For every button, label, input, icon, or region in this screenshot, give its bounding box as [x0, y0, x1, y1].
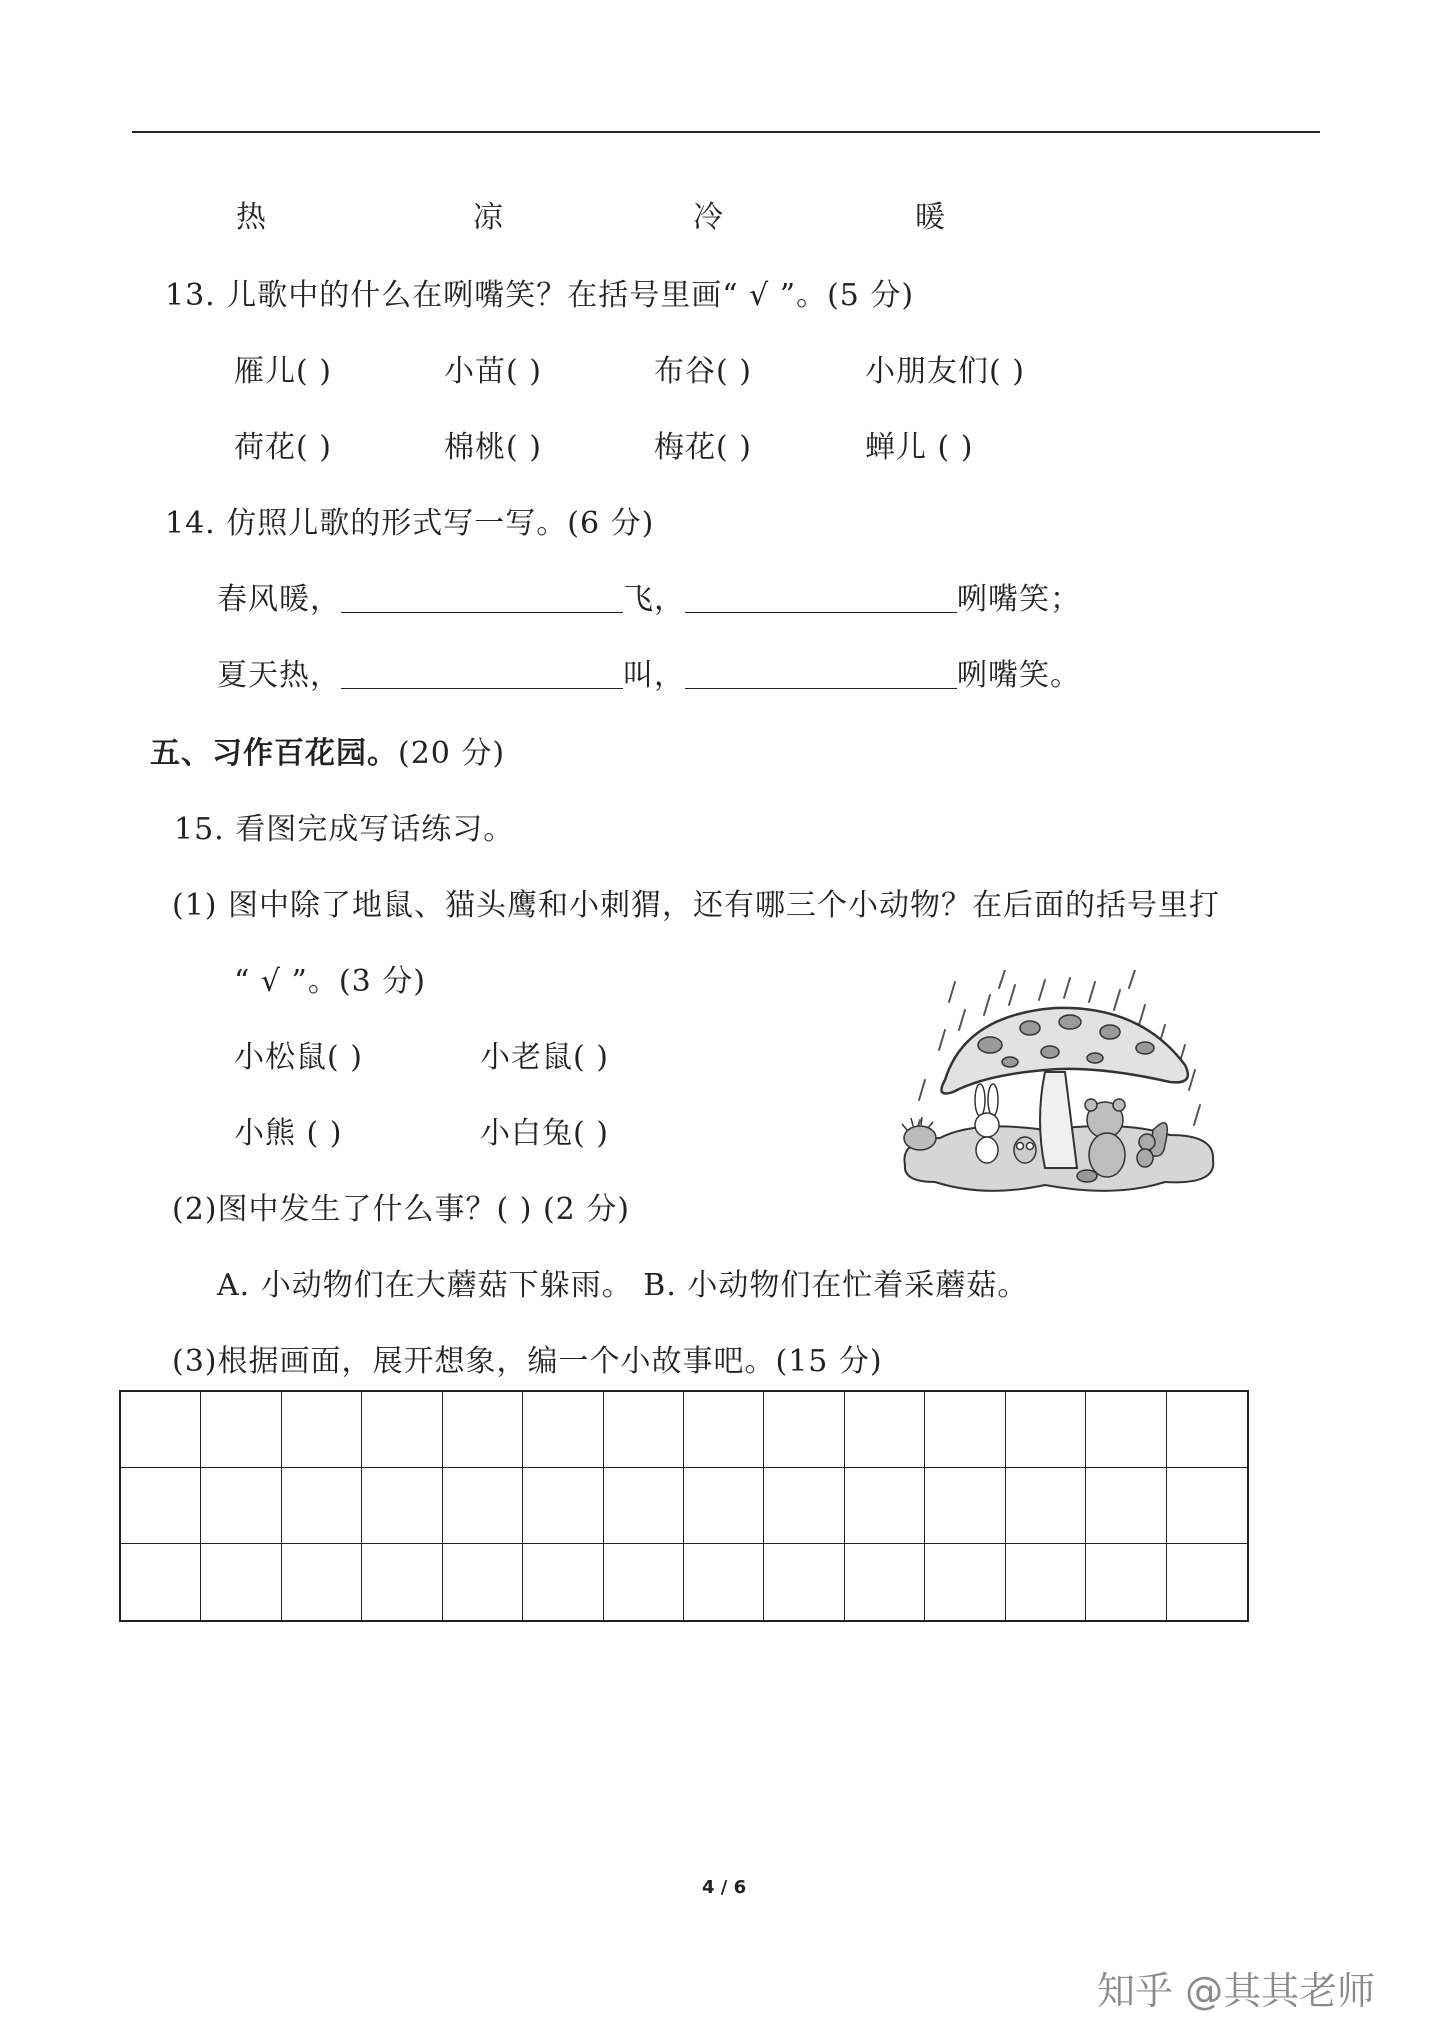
grid-cell[interactable]: [684, 1544, 764, 1620]
q14-blank[interactable]: [685, 658, 957, 689]
q14-line-1-end: 咧嘴笑；: [957, 582, 1081, 617]
grid-cell[interactable]: [1086, 1544, 1166, 1620]
q13-option: 小朋友们( ): [865, 354, 1025, 389]
q14-blank[interactable]: [341, 658, 623, 689]
grid-cell[interactable]: [1086, 1468, 1166, 1544]
grid-cell[interactable]: [925, 1392, 1005, 1468]
grid-cell[interactable]: [121, 1544, 201, 1620]
grid-cell[interactable]: [1006, 1392, 1086, 1468]
grid-cell[interactable]: [684, 1392, 764, 1468]
q14-line-1: [217, 574, 1081, 618]
grid-cell[interactable]: [925, 1544, 1005, 1620]
q15-sub1-line2: “ √ ”。(3 分): [234, 964, 426, 999]
q13-option: 棉桃( ): [444, 430, 542, 465]
grid-cell[interactable]: [443, 1468, 523, 1544]
grid-cell[interactable]: [845, 1544, 925, 1620]
grid-cell[interactable]: [604, 1392, 684, 1468]
grid-cell[interactable]: [282, 1544, 362, 1620]
top-rule: [132, 131, 1320, 133]
grid-cell[interactable]: [925, 1468, 1005, 1544]
grid-cell[interactable]: [362, 1468, 442, 1544]
grid-cell[interactable]: [1086, 1392, 1166, 1468]
q15-option: 小白兔( ): [480, 1116, 609, 1151]
q15-prompt: 15. 看图完成写话练习。: [174, 812, 515, 847]
grid-cell[interactable]: [523, 1544, 603, 1620]
grid-cell[interactable]: [121, 1392, 201, 1468]
grid-cell[interactable]: [684, 1468, 764, 1544]
grid-cell[interactable]: [1006, 1468, 1086, 1544]
section-5-heading: [150, 728, 505, 772]
grid-cell[interactable]: [523, 1392, 603, 1468]
grid-cell[interactable]: [523, 1468, 603, 1544]
q14-line-2-end: 咧嘴笑。: [957, 658, 1081, 693]
q13-option: 梅花( ): [654, 430, 752, 465]
q14-blank[interactable]: [685, 582, 957, 613]
gopher-icon: [1077, 1170, 1097, 1182]
q14-line-2: [217, 650, 1081, 694]
grid-cell[interactable]: [443, 1544, 523, 1620]
rabbit-icon: [975, 1084, 999, 1163]
q14-line-1-start: 春风暖，: [217, 582, 341, 617]
grid-cell[interactable]: [764, 1392, 844, 1468]
top-word-3: 冷: [693, 200, 724, 235]
grid-cell[interactable]: [764, 1468, 844, 1544]
owl-icon: [1014, 1137, 1036, 1163]
q13-option: 荷花( ): [234, 430, 332, 465]
q15-sub3: (3)根据画面，展开想象，编一个小故事吧。(15 分): [172, 1344, 883, 1379]
watermark: 知乎 @其其老师: [1097, 1969, 1376, 2013]
page-number: 4 / 6: [702, 1877, 747, 1898]
q15-sub1-line1: (1) 图中除了地鼠、猫头鹰和小刺猬，还有哪三个小动物？在后面的括号里打: [172, 888, 1221, 923]
grid-cell[interactable]: [764, 1544, 844, 1620]
grid-cell[interactable]: [362, 1544, 442, 1620]
q13-option: 布谷( ): [654, 354, 752, 389]
q15-option: 小熊 ( ): [234, 1116, 343, 1151]
grid-cell[interactable]: [443, 1392, 523, 1468]
q15-option: 小松鼠( ): [234, 1040, 363, 1075]
q13-option: 小苗( ): [444, 354, 542, 389]
grid-cell[interactable]: [201, 1468, 281, 1544]
q15-sub2: (2)图中发生了什么事？( ) (2 分): [172, 1192, 631, 1227]
q14-line-1-mid: 飞，: [623, 582, 685, 617]
grid-cell[interactable]: [845, 1392, 925, 1468]
top-word-1: 热: [236, 200, 267, 235]
q14-blank[interactable]: [341, 582, 623, 613]
q14-prompt: 14. 仿照儿歌的形式写一写。(6 分): [165, 506, 655, 541]
grid-cell[interactable]: [362, 1392, 442, 1468]
writing-grid[interactable]: [119, 1390, 1249, 1622]
q14-line-2-start: 夏天热，: [217, 658, 341, 693]
grid-cell[interactable]: [604, 1544, 684, 1620]
top-word-2: 凉: [473, 200, 504, 235]
grid-cell[interactable]: [282, 1468, 362, 1544]
grid-cell[interactable]: [1167, 1392, 1247, 1468]
grid-cell[interactable]: [845, 1468, 925, 1544]
grid-cell[interactable]: [604, 1468, 684, 1544]
section-5-score: (20 分): [398, 736, 506, 771]
q13-prompt: 13. 儿歌中的什么在咧嘴笑？在括号里画“ √ ”。(5 分): [165, 278, 915, 313]
rain-mushroom-illustration: [895, 970, 1220, 1200]
section-5-title: 五、习作百花园。: [150, 736, 398, 771]
q13-option: 雁儿( ): [234, 354, 332, 389]
top-word-4: 暖: [915, 200, 946, 235]
grid-cell[interactable]: [1167, 1544, 1247, 1620]
grid-cell[interactable]: [121, 1468, 201, 1544]
grid-cell[interactable]: [201, 1544, 281, 1620]
grid-cell[interactable]: [1006, 1544, 1086, 1620]
q15-sub2-choices: A. 小动物们在大蘑菇下躲雨。 B. 小动物们在忙着采蘑菇。: [217, 1268, 1029, 1303]
grid-cell[interactable]: [282, 1392, 362, 1468]
q14-line-2-mid: 叫，: [623, 658, 685, 693]
q13-option: 蝉儿 ( ): [865, 430, 974, 465]
grid-cell[interactable]: [1167, 1468, 1247, 1544]
q15-option: 小老鼠( ): [480, 1040, 609, 1075]
grid-cell[interactable]: [201, 1392, 281, 1468]
